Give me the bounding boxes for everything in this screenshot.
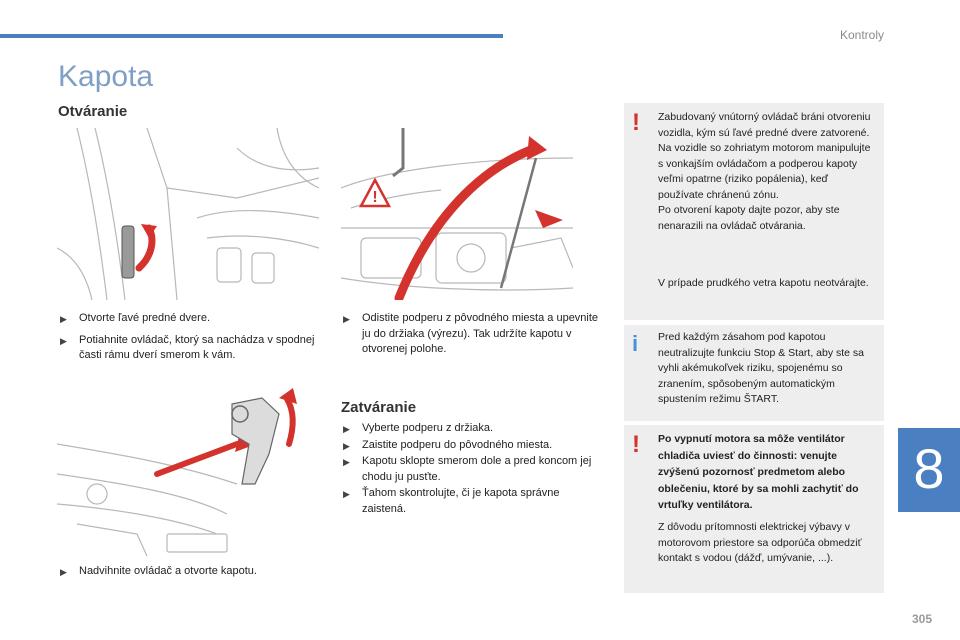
list-item: ▶ Zaistite podperu do pôvodného miesta. (341, 438, 606, 454)
hood-release-lever-drawing (57, 128, 319, 300)
hood-prop-rod-drawing (341, 128, 573, 300)
illustration-hood-prop-rod (341, 128, 573, 300)
list-item: ▶ Otvorte ľavé predné dvere. (58, 311, 328, 327)
list-item: ▶ Kapotu sklopte smerom dole a pred koncom jej chodu ju pusťte. (343, 455, 592, 483)
warning-triangle-icon: ! (372, 189, 378, 206)
page-number: 305 (912, 612, 933, 626)
list-item: ▶ Vyberte podperu z držiaka. (341, 421, 606, 437)
illustration-hood-release-lever (57, 128, 319, 300)
list-item: ▶ Ťahom skontrolujte, či je kapota správne zaistená. (343, 487, 560, 515)
opening-steps-prop-rod (341, 311, 606, 364)
arrow-bullet-icon: ▶ (343, 440, 350, 451)
opening-heading: Otváranie (58, 103, 128, 120)
header-accent-bar (0, 34, 503, 38)
opening-steps-lever (58, 564, 318, 586)
warning-note-fan (624, 425, 884, 593)
closing-heading: Zatváranie (341, 399, 417, 416)
note-paragraph: Pred každým zásahom pod kapotou neutralizujte funkciu Stop & Start, aby ste sa vyhli akémukoľvek riziku, spojenému so zranením, spôsobeným automatickým spustením režimu ŠTART. (658, 331, 865, 405)
list-item: ▶ Potiahnite ovládač, ktorý sa nachádza v spodnej časti rámu dverí smerom k vám. (60, 333, 315, 361)
info-note-stop-start (624, 325, 884, 421)
note-paragraph: Z dôvodu prítomnosti elektrickej výbavy v motorovom priestore sa odporúča obmedziť kontakt s vodou (dážď, umývanie, ...). (658, 521, 862, 564)
info-icon: i (632, 331, 639, 356)
arrow-bullet-icon: ▶ (343, 489, 350, 499)
list-item: ▶ Odistite podperu z pôvodného miesta a upevnite ju do držiaka (výrezu). Tak udržíte kapotu v otvorenej polohe. (343, 312, 599, 355)
arrow-bullet-icon: ▶ (343, 424, 350, 434)
note-paragraph: V prípade prudkého vetra kapotu neotvárajte. (658, 277, 869, 289)
warning-note-door-lock (624, 103, 884, 320)
chapter-number: 8 (913, 437, 945, 500)
chapter-tab (898, 428, 960, 512)
page-title: Kapota (58, 60, 154, 93)
note-paragraph: Po vypnutí motora sa môže ventilátor chladiča uviesť do činnosti: venujte zvýšenú pozornosť predmetom alebo oblečeniu, ktoré by sa mohli zachytiť do vrtuľky ventilátora. (658, 433, 859, 511)
note-paragraph: Zabudovaný vnútorný ovládač bráni otvoreniu vozidla, kým sú ľavé predné dvere zatvorené. (658, 111, 871, 139)
arrow-bullet-icon: ▶ (60, 335, 67, 346)
illustration-hood-safety-catch (57, 384, 309, 556)
opening-steps-door (58, 311, 328, 370)
section-name: Kontroly (839, 28, 884, 42)
hood-safety-catch-drawing (57, 384, 309, 556)
arrow-bullet-icon: ▶ (343, 457, 350, 467)
list-item: ▶ Nadvihnite ovládač a otvorte kapotu. (58, 564, 318, 580)
arrow-bullet-icon: ▶ (60, 567, 67, 577)
closing-steps (341, 421, 606, 518)
arrow-bullet-icon: ▶ (343, 314, 350, 324)
exclamation-icon: ! (632, 431, 640, 458)
note-paragraph: Po otvorení kapoty dajte pozor, aby ste nenarazili na ovládač otvárania. (658, 204, 840, 232)
exclamation-icon: ! (632, 109, 640, 136)
note-paragraph: Na vozidle so zohriatym motorom manipulujte s vonkajším ovládačom a podperou kapoty veľmi opatrne (riziko popálenia), keď používate chránenú zónu. (658, 142, 871, 201)
arrow-bullet-icon: ▶ (60, 314, 67, 324)
